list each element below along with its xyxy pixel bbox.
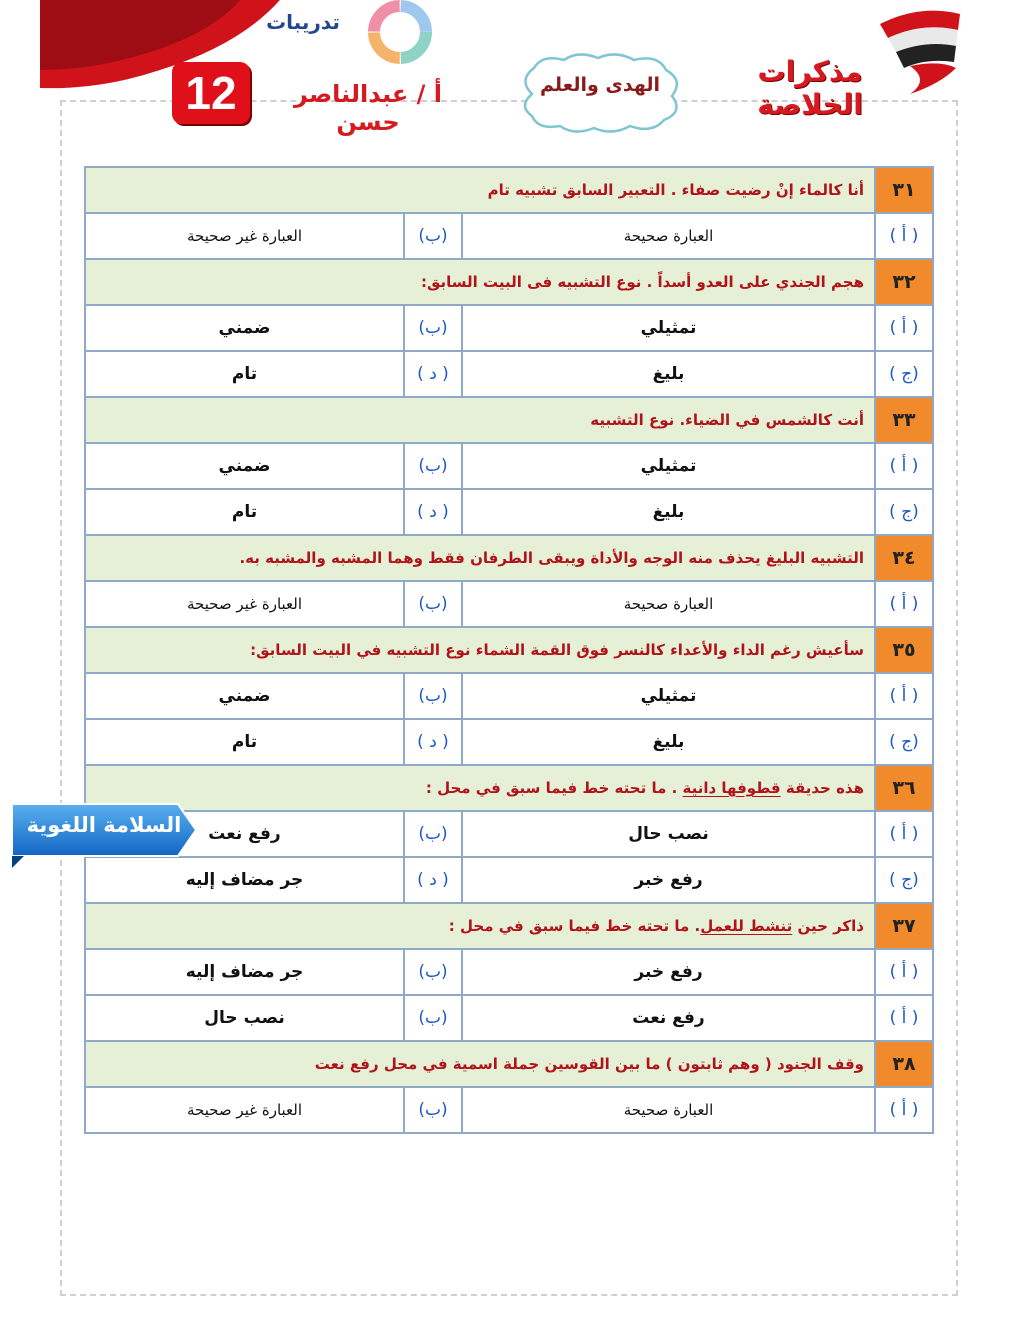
question-text: [85, 259, 875, 305]
option-label: ( د ): [404, 857, 462, 903]
grade-badge: 12: [172, 62, 250, 124]
training-label: تدريبات: [266, 10, 340, 34]
option-label: ( أ ): [875, 673, 933, 719]
question-number: ٣٨: [875, 1041, 933, 1087]
option-label: (ب): [404, 443, 462, 489]
answer-option[interactable]: تام: [85, 489, 404, 535]
underlined-phrase: تنشط للعمل: [700, 917, 793, 935]
page-header: [0, 0, 1020, 150]
teacher-name: أ / عبدالناصر حسن: [294, 80, 442, 136]
question-number: ٣١: [875, 167, 933, 213]
options-row: [85, 213, 933, 259]
question-row: [85, 167, 933, 213]
option-label: (ب): [404, 673, 462, 719]
options-row: [85, 581, 933, 627]
option-label: (ب): [404, 1087, 462, 1133]
option-label: (ج ): [875, 719, 933, 765]
options-row: [85, 489, 933, 535]
answer-option[interactable]: بليغ: [462, 351, 875, 397]
question-text: [85, 903, 875, 949]
option-label: ( أ ): [875, 213, 933, 259]
question-text: [85, 627, 875, 673]
answer-option[interactable]: العبارة صحيحة: [462, 1087, 875, 1133]
answer-option[interactable]: تام: [85, 351, 404, 397]
answer-option[interactable]: جر مضاف إليه: [85, 949, 404, 995]
question-text: [85, 167, 875, 213]
answer-option[interactable]: جر مضاف إليه: [85, 857, 404, 903]
option-label: ( أ ): [875, 443, 933, 489]
answer-option[interactable]: رفع نعت: [462, 995, 875, 1041]
options-row: [85, 857, 933, 903]
question-text-part: سأعيش رغم الداء والأعداء كالنسر فوق القمة الشماء نوع التشبيه في البيت السابق:: [250, 641, 864, 659]
answer-option[interactable]: رفع خبر: [462, 857, 875, 903]
answer-option[interactable]: بليغ: [462, 489, 875, 535]
answer-option[interactable]: العبارة غير صحيحة: [85, 1087, 404, 1133]
options-row: [85, 949, 933, 995]
question-text-part: التشبيه البليغ يحذف منه الوجه والأداة ويبقى الطرفان فقط وهما المشبه والمشبه به.: [239, 549, 864, 567]
option-label: (ب): [404, 213, 462, 259]
answer-option[interactable]: نصب حال: [85, 995, 404, 1041]
question-number: ٣٣: [875, 397, 933, 443]
answer-option[interactable]: ضمني: [85, 443, 404, 489]
options-row: [85, 995, 933, 1041]
underlined-phrase: قطوفها دانية: [682, 779, 781, 797]
answer-option[interactable]: تمثيلي: [462, 673, 875, 719]
flag-ribbon-logo: [870, 4, 970, 100]
option-label: ( أ ): [875, 305, 933, 351]
question-row: [85, 627, 933, 673]
circle-arrows-logo: [360, 0, 440, 64]
option-label: ( د ): [404, 351, 462, 397]
answer-option[interactable]: العبارة صحيحة: [462, 213, 875, 259]
answer-option[interactable]: تمثيلي: [462, 305, 875, 351]
answer-option[interactable]: تام: [85, 719, 404, 765]
option-label: (ب): [404, 581, 462, 627]
options-row: [85, 305, 933, 351]
option-label: (ب): [404, 811, 462, 857]
question-number: ٣٤: [875, 535, 933, 581]
question-text-part: هجم الجندي على العدو أسداً . نوع التشبيه فى البيت السابق:: [421, 273, 864, 291]
section-tab-label: السلامة اللغوية: [26, 813, 182, 837]
option-label: (ج ): [875, 857, 933, 903]
question-text-part: أنا كالماء إنْ رضيت صفاء . التعبير السابق تشبيه تام: [487, 181, 864, 199]
question-text-part: هذه حديقة: [780, 779, 864, 797]
option-label: ( أ ): [875, 949, 933, 995]
option-label: (ب): [404, 305, 462, 351]
question-text-part: أنت كالشمس في الضياء. نوع التشبيه: [590, 411, 864, 429]
question-row: [85, 535, 933, 581]
option-label: (ج ): [875, 489, 933, 535]
question-row: [85, 903, 933, 949]
question-row: [85, 259, 933, 305]
questions-table: [84, 166, 934, 1134]
options-row: [85, 443, 933, 489]
option-label: (ج ): [875, 351, 933, 397]
question-number: ٣٢: [875, 259, 933, 305]
question-row: [85, 1041, 933, 1087]
answer-option[interactable]: تمثيلي: [462, 443, 875, 489]
cloud-title: الهدى والعلم: [539, 74, 661, 96]
answer-option[interactable]: نصب حال: [462, 811, 875, 857]
option-label: (ب): [404, 949, 462, 995]
answer-option[interactable]: ضمني: [85, 673, 404, 719]
answer-option[interactable]: رفع نعت: [85, 811, 404, 857]
answer-option[interactable]: العبارة غير صحيحة: [85, 213, 404, 259]
option-label: (ب): [404, 995, 462, 1041]
options-row: [85, 351, 933, 397]
options-row: [85, 673, 933, 719]
option-label: ( أ ): [875, 995, 933, 1041]
question-text: [85, 397, 875, 443]
question-row: [85, 397, 933, 443]
answer-option[interactable]: رفع خبر: [462, 949, 875, 995]
option-label: ( أ ): [875, 1087, 933, 1133]
options-row: [85, 1087, 933, 1133]
question-text-part: ذاكر حين: [792, 917, 864, 935]
option-label: ( أ ): [875, 581, 933, 627]
option-label: ( د ): [404, 719, 462, 765]
question-text: [85, 1041, 875, 1087]
options-row: [85, 719, 933, 765]
question-text: [85, 535, 875, 581]
answer-option[interactable]: العبارة صحيحة: [462, 581, 875, 627]
answer-option[interactable]: ضمني: [85, 305, 404, 351]
brand-title: مذكرات الخلاصة: [757, 55, 863, 121]
answer-option[interactable]: بليغ: [462, 719, 875, 765]
question-number: ٣٥: [875, 627, 933, 673]
question-text-part: . ما تحته خط فيما سبق في محل :: [448, 917, 701, 935]
answer-option[interactable]: العبارة غير صحيحة: [85, 581, 404, 627]
question-text-part: وقف الجنود ( وهم ثابتون ) ما بين القوسين جملة اسمية في محل رفع نعت: [314, 1055, 864, 1073]
option-label: ( أ ): [875, 811, 933, 857]
question-text-part: . ما تحته خط فيما سبق في محل :: [425, 779, 683, 797]
question-number: ٣٦: [875, 765, 933, 811]
option-label: ( د ): [404, 489, 462, 535]
options-row: [85, 811, 933, 857]
question-row: [85, 765, 933, 811]
question-text: [85, 765, 875, 811]
question-number: ٣٧: [875, 903, 933, 949]
